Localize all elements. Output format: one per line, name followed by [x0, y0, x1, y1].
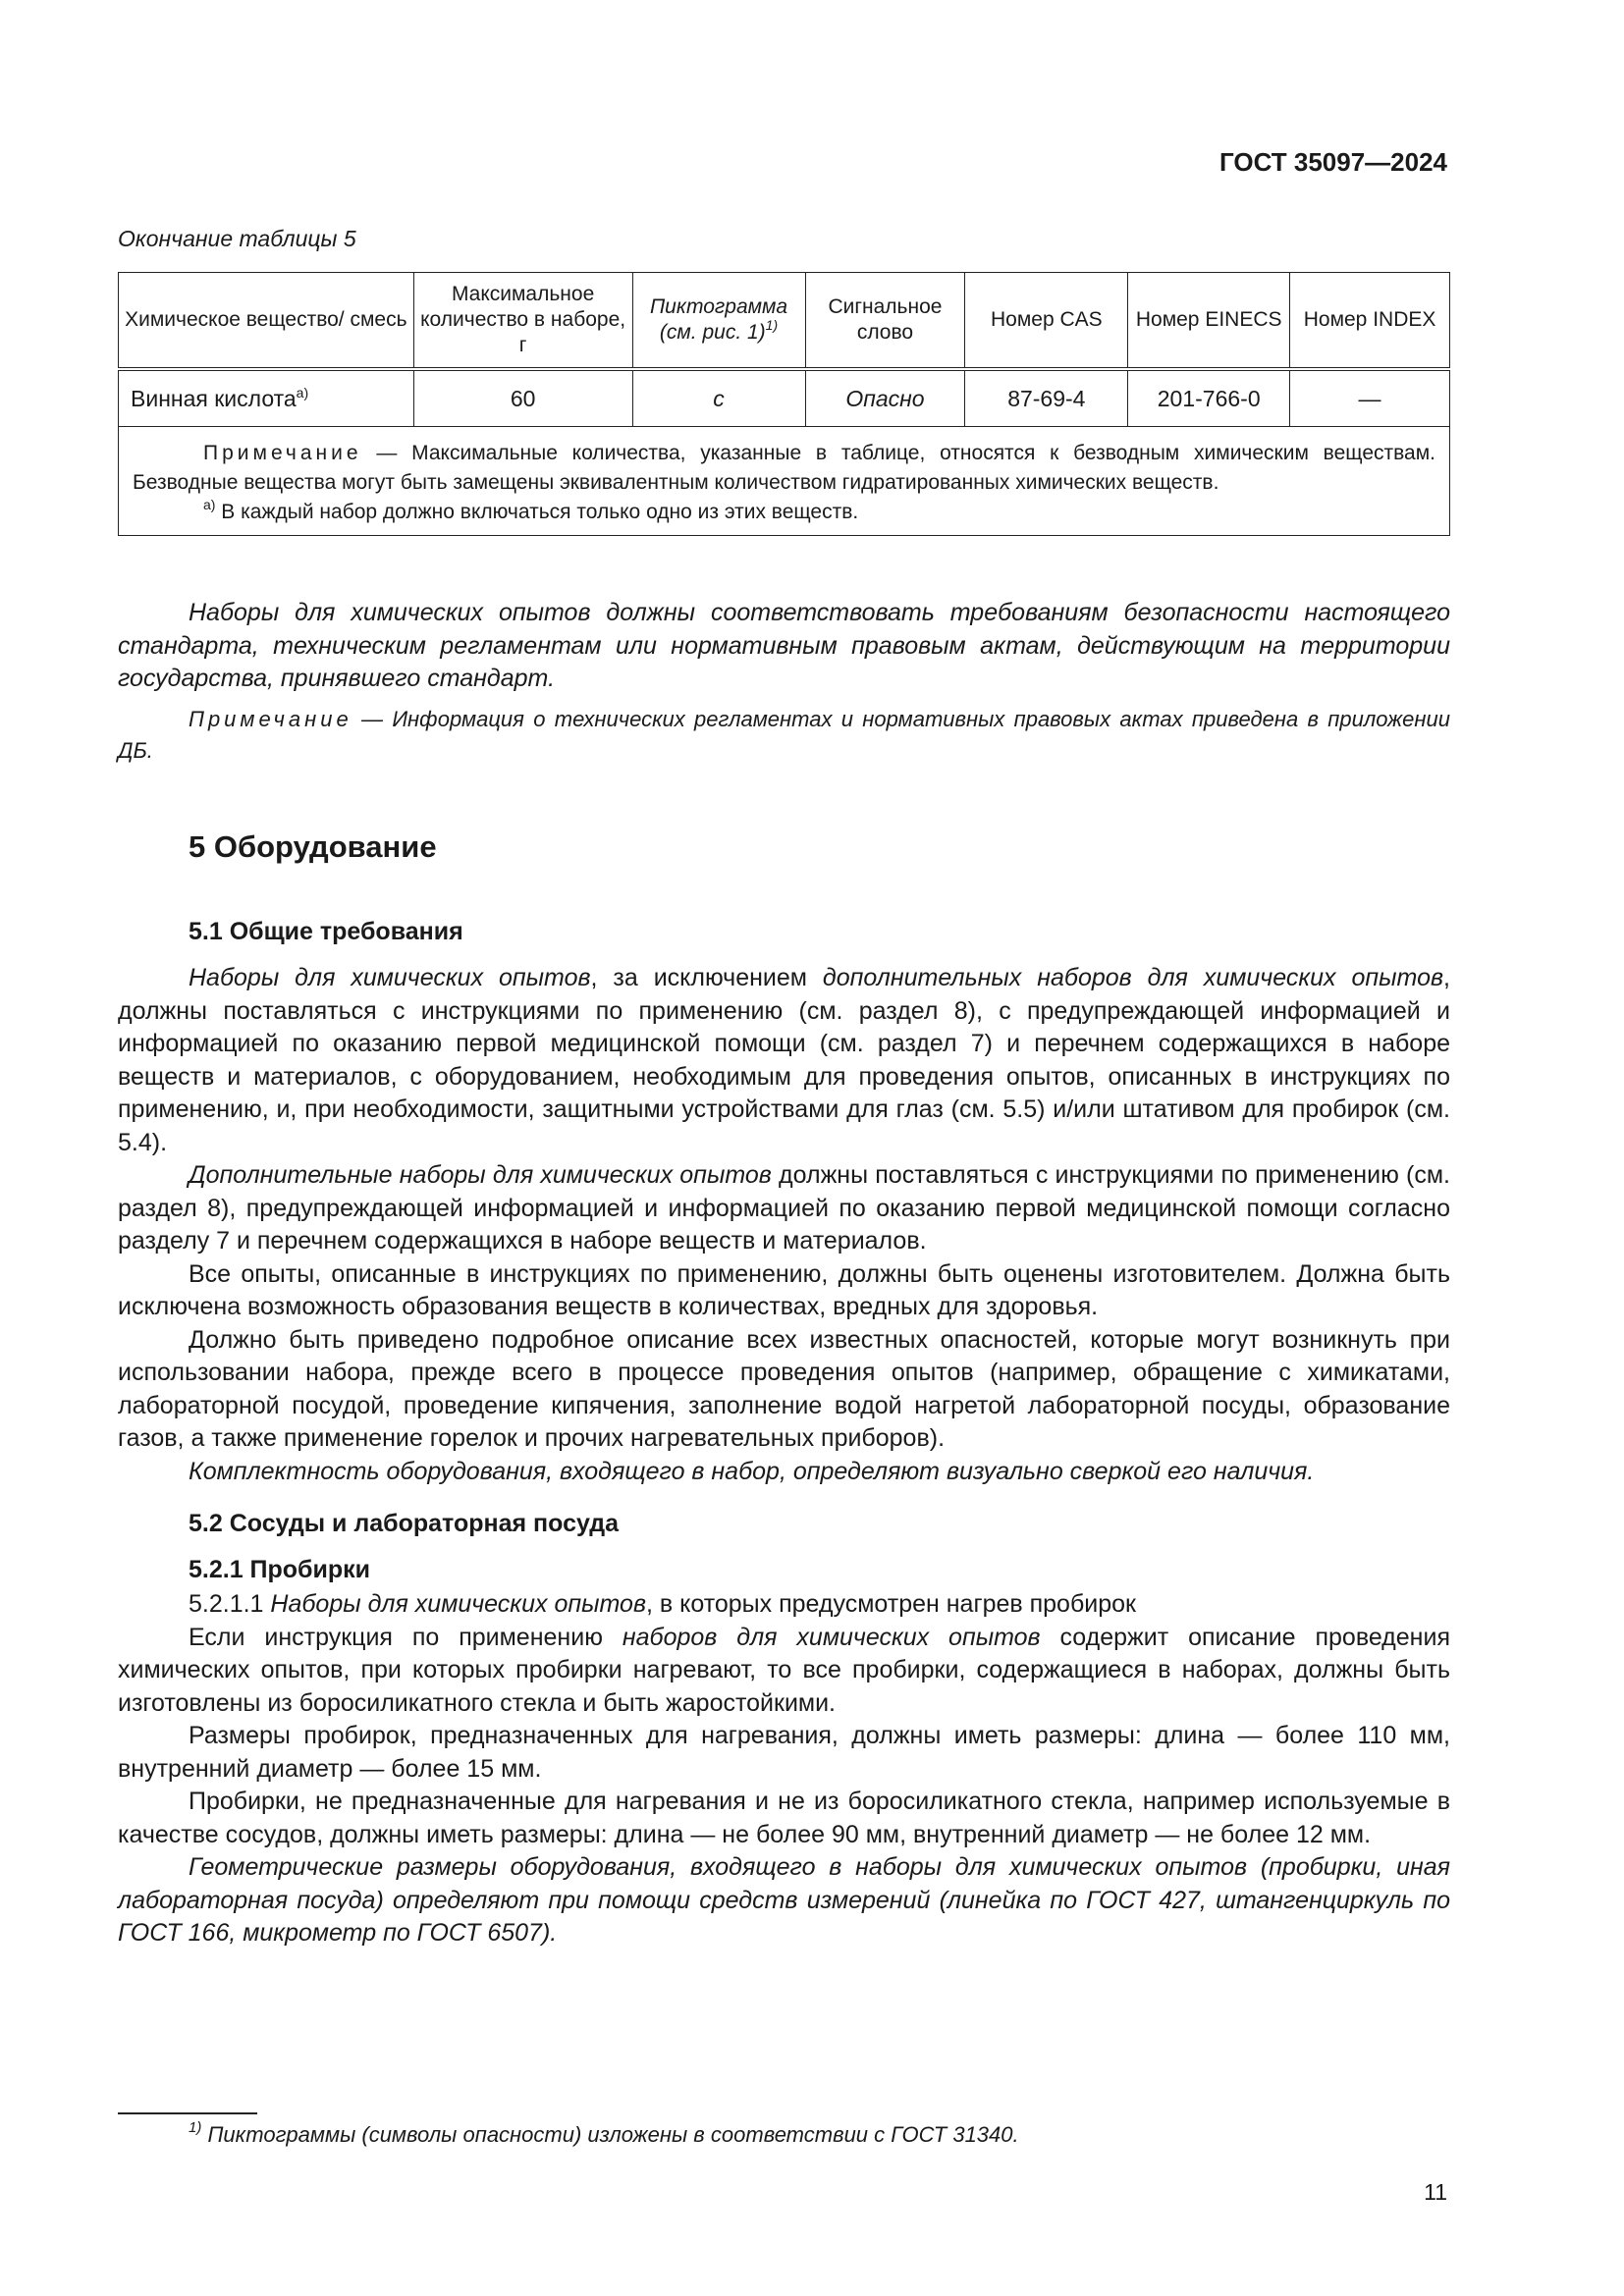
- s51-paragraph-5: Комплектность оборудования, входящего в набор, определяют визуально сверкой его наличия.: [189, 1457, 1315, 1485]
- cell-max-qty: 60: [413, 369, 632, 427]
- cell-signal-word: Опасно: [805, 369, 965, 427]
- intro-paragraph: Наборы для химических опытов должны соответствовать требованиям безопасности настоящего стандарта, техническим регламентам или нормативным правовым актам, действующим на территории государства, принявшего стандарт.: [118, 599, 1450, 692]
- s5211-paragraph-1: Если инструкция по применению наборов для химических опытов содержит описание проведения химических опытов, при которых пробирки нагревают, то все пробирки, содержащиеся в наборах, должны быть изготовлены из боросиликатного стекла и быть жаростойкими.: [118, 1623, 1450, 1717]
- section-5-title: 5 Оборудование: [189, 829, 437, 864]
- hazard-table: [118, 272, 1450, 536]
- s51-paragraph-4: Должно быть приведено подробное описание всех известных опасностей, которые могут возникнуть при использовании набора, прежде всего в процессе проведения опытов (например, обращение с химикатами, лабораторной посудой, проведение кипячения, заполнение водой нагретой лабораторной посуды, образование газов, а также применение горелок и прочих нагревательных приборов).: [118, 1325, 1450, 1452]
- footnote-divider: [118, 2112, 257, 2114]
- section-5-2-1-title: 5.2.1 Пробирки: [189, 1556, 371, 1583]
- table-caption: Окончание таблицы 5: [118, 226, 356, 251]
- section-5-2-title: 5.2 Сосуды и лабораторная посуда: [189, 1510, 620, 1537]
- intro-block: [118, 597, 1450, 767]
- table-note-row: [119, 427, 1450, 536]
- table-note-text: Примечание — Максимальные количества, указанные в таблице, относятся к безводным химическим веществам. Безводные вещества могут быть замещены эквивалентным количеством гидратированных химических веществ.: [133, 442, 1435, 494]
- table-header-row: [119, 273, 1450, 370]
- s5211-heading: 5.2.1.1 Наборы для химических опытов, в которых предусмотрен нагрев пробирок: [189, 1590, 1136, 1618]
- cell-cas: 87-69-4: [965, 369, 1128, 427]
- table-row: [119, 369, 1450, 427]
- col-index: Номер INDEX: [1290, 273, 1450, 370]
- col-signal-word: Сигнальное слово: [805, 273, 965, 370]
- s51-paragraph-1: Наборы для химических опытов, за исключением дополнительных наборов для химических опытов, должны поставляться с инструкциями по применению (см. раздел 8), с предупреждающей информацией и информацией по оказанию первой медицинской помощи (см. раздел 7) и перечнем содержащихся в наборе веществ и материалов, с оборудованием, необходимым для проведения опытов, описанных в инструкциях по применению, и, при необходимости, защитными устройствами для глаз (см. 5.5) и/или штативом для пробирок (см. 5.4).: [118, 964, 1450, 1156]
- s51-paragraph-3: Все опыты, описанные в инструкциях по применению, должны быть оценены изготовителем. Должна быть исключена возможность образования веществ в количествах, вредных для здоровья.: [118, 1259, 1450, 1320]
- s5211-paragraph-2: Размеры пробирок, предназначенных для нагревания, должны иметь размеры: длина — более 110 мм, внутренний диаметр — более 15 мм.: [118, 1722, 1450, 1783]
- table-note: [119, 427, 1450, 536]
- s51-paragraph-2: Дополнительные наборы для химических опытов должны поставляться с инструкциями по применению (см. раздел 8), предупреждающей информацией и информацией по оказанию первой медицинской помощи согласно разделу 7 и перечнем содержащихся в наборе веществ и материалов.: [118, 1161, 1450, 1255]
- cell-index: —: [1290, 369, 1450, 427]
- col-max-qty: Максимальное количество в наборе, г: [413, 273, 632, 370]
- col-cas: Номер CAS: [965, 273, 1128, 370]
- page-number: 11: [1424, 2179, 1447, 2205]
- col-pictogram: Пиктограмма (см. рис. 1)$^{1)}$: [632, 273, 805, 370]
- col-substance: Химическое вещество/ смесь: [119, 273, 414, 370]
- section-5-2-1-body: [118, 1588, 1450, 1950]
- standard-number: ГОСТ 35097—2024: [1219, 147, 1447, 177]
- cell-pictogram: c: [632, 369, 805, 427]
- section-5-1-body: [118, 962, 1450, 1488]
- cell-substance: Винная кислота$^{а)}$: [119, 369, 414, 427]
- s5211-paragraph-4: Геометрические размеры оборудования, входящего в наборы для химических опытов (пробирки, иная лабораторная посуда) определяют при помощи средств измерений (линейка по ГОСТ 427, штангенциркуль по ГОСТ 166, микрометр по ГОСТ 6507).: [118, 1853, 1450, 1947]
- cell-einecs: 201-766-0: [1128, 369, 1290, 427]
- table-footnote: $^{а)}$ В каждый набор должно включаться только одно из этих веществ.: [203, 497, 859, 523]
- section-5-1-title: 5.1 Общие требования: [189, 918, 463, 945]
- col-einecs: Номер EINECS: [1128, 273, 1290, 370]
- intro-note: Примечание — Информация о технических регламентах и нормативных правовых актах приведена в приложении ДБ.: [118, 706, 1450, 763]
- page-footnote: $^{1)}$ Пиктограммы (символы опасности) изложены в соответствии с ГОСТ 31340.: [189, 2119, 1019, 2147]
- s5211-paragraph-3: Пробирки, не предназначенные для нагревания и не из боросиликатного стекла, например используемые в качестве сосудов, должны иметь размеры: длина — не более 90 мм, внутренний диаметр — не более 12 мм.: [118, 1788, 1450, 1848]
